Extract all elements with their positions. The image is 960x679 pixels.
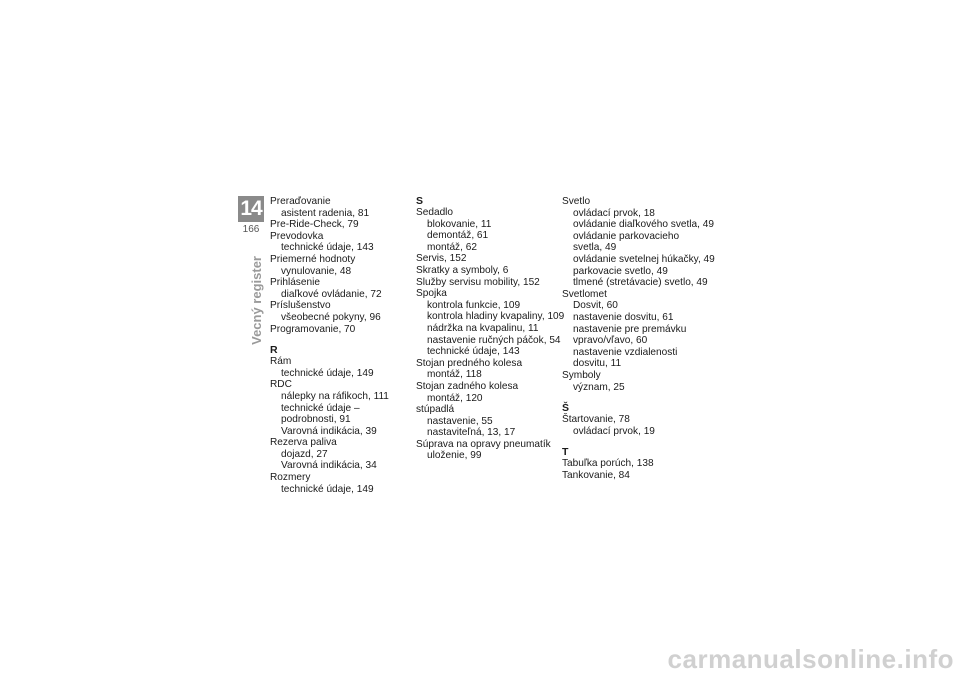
index-entry: Súprava na opravy pneumatík bbox=[416, 438, 551, 450]
index-subentry: kontrola funkcie, 109 bbox=[427, 299, 521, 311]
index-subentry: Varovná indikácia, 39 bbox=[281, 425, 377, 437]
index-column-1 bbox=[270, 196, 405, 495]
index-subentry: dojazd, 27 bbox=[281, 448, 328, 460]
index-subentry: kontrola hladiny kvapaliny, 109 bbox=[427, 311, 565, 323]
index-column-2 bbox=[416, 195, 565, 462]
index-entry: Skratky a symboly, 6 bbox=[416, 264, 509, 276]
index-letter-heading: T bbox=[562, 446, 569, 459]
index-subentry: parkovacie svetlo, 49 bbox=[573, 265, 668, 277]
index-entry: Rezerva paliva bbox=[270, 437, 337, 449]
index-entry: Tabuľka porúch, 138 bbox=[562, 458, 654, 470]
index-column-3 bbox=[562, 196, 715, 481]
index-letter-heading: Š bbox=[562, 402, 570, 415]
index-subentry: dosvitu, 11 bbox=[573, 358, 622, 370]
index-subentry: význam, 25 bbox=[573, 381, 625, 393]
index-subentry: všeobecné pokyny, 96 bbox=[281, 311, 381, 323]
index-subentry: technické údaje – bbox=[281, 402, 360, 414]
index-subentry: nastaviteľná, 13, 17 bbox=[427, 427, 516, 439]
index-entry: Rám bbox=[270, 356, 292, 368]
index-entry: Servis, 152 bbox=[416, 253, 467, 265]
index-subentry: montáž, 62 bbox=[427, 241, 477, 253]
index-subentry: montáž, 118 bbox=[427, 369, 482, 381]
index-entry: Sedadlo bbox=[416, 207, 454, 218]
index-subentry: podrobnosti, 91 bbox=[281, 414, 351, 426]
index-subentry: nálepky na ráfikoch, 111 bbox=[281, 390, 389, 402]
index-subentry: nádržka na kvapalinu, 11 bbox=[427, 322, 539, 334]
watermark: carmanualsonline.info bbox=[667, 644, 954, 674]
page-number: 166 bbox=[242, 224, 260, 235]
index-subentry: nastavenie pre premávku bbox=[573, 323, 687, 335]
index-entry: Pre-Ride-Check, 79 bbox=[270, 219, 359, 231]
index-entry: Spojka bbox=[416, 288, 447, 300]
index-subentry: montáž, 120 bbox=[427, 392, 483, 404]
index-entry: Symboly bbox=[562, 369, 601, 381]
index-subentry: ovládanie svetelnej húkačky, 49 bbox=[573, 253, 715, 265]
index-subentry: vpravo/vľavo, 60 bbox=[573, 335, 648, 347]
chapter-number-badge: 14 bbox=[238, 196, 264, 222]
index-entry: Svetlomet bbox=[562, 288, 607, 300]
index-entry: RDC bbox=[270, 379, 292, 391]
index-subentry: ovládací prvok, 19 bbox=[573, 425, 655, 437]
index-subentry: vynulovanie, 48 bbox=[281, 265, 352, 277]
index-subentry: ovládanie parkovacieho bbox=[573, 230, 680, 242]
index-subentry: asistent radenia, 81 bbox=[281, 207, 370, 219]
index-entry: Preraďovanie bbox=[270, 196, 331, 207]
index-subentry: technické údaje, 149 bbox=[281, 483, 374, 495]
index-entry: Príslušenstvo bbox=[270, 300, 331, 312]
index-subentry: uloženie, 99 bbox=[427, 450, 482, 462]
index-subentry: nastavenie ručných páčok, 54 bbox=[427, 334, 561, 346]
section-title: Vecný register bbox=[249, 256, 264, 345]
index-entry: Priemerné hodnoty bbox=[270, 253, 356, 265]
index-subentry: tlmené (stretávacie) svetlo, 49 bbox=[573, 277, 708, 289]
index-entry: Rozmery bbox=[270, 472, 311, 484]
index-subentry: Varovná indikácia, 34 bbox=[281, 460, 377, 472]
index-entry: Služby servisu mobility, 152 bbox=[416, 276, 540, 288]
index-subentry: diaľkové ovládanie, 72 bbox=[281, 288, 382, 300]
chapter-sidebar bbox=[238, 196, 264, 496]
index-entry: Prihlásenie bbox=[270, 277, 320, 289]
index-entry: Svetlo bbox=[562, 196, 591, 207]
index-subentry: technické údaje, 143 bbox=[281, 242, 374, 254]
index-subentry: demontáž, 61 bbox=[427, 230, 489, 242]
index-entry: Stojan zadného kolesa bbox=[416, 380, 519, 392]
index-subentry: svetla, 49 bbox=[573, 242, 617, 254]
index-letter-heading: R bbox=[270, 344, 278, 357]
index-subentry: blokovanie, 11 bbox=[427, 218, 492, 230]
index-entry: Prevodovka bbox=[270, 230, 324, 242]
index-subentry: ovládanie diaľkového svetla, 49 bbox=[573, 219, 714, 231]
index-entry: Programovanie, 70 bbox=[270, 323, 356, 335]
index-letter-heading: S bbox=[416, 195, 424, 207]
index-subentry: nastavenie vzdialenosti bbox=[573, 346, 678, 358]
index-entry: Štartovanie, 78 bbox=[562, 414, 630, 426]
index-entry: stúpadlá bbox=[416, 404, 455, 416]
index-entry: Tankovanie, 84 bbox=[562, 469, 630, 481]
index-subentry: technické údaje, 149 bbox=[281, 367, 374, 379]
index-subentry: Dosvit, 60 bbox=[573, 300, 618, 312]
index-subentry: technické údaje, 143 bbox=[427, 346, 520, 358]
index-subentry: nastavenie, 55 bbox=[427, 415, 493, 427]
index-entry: Stojan predného kolesa bbox=[416, 357, 523, 369]
index-subentry: ovládací prvok, 18 bbox=[573, 207, 655, 219]
index-subentry: nastavenie dosvitu, 61 bbox=[573, 311, 674, 323]
